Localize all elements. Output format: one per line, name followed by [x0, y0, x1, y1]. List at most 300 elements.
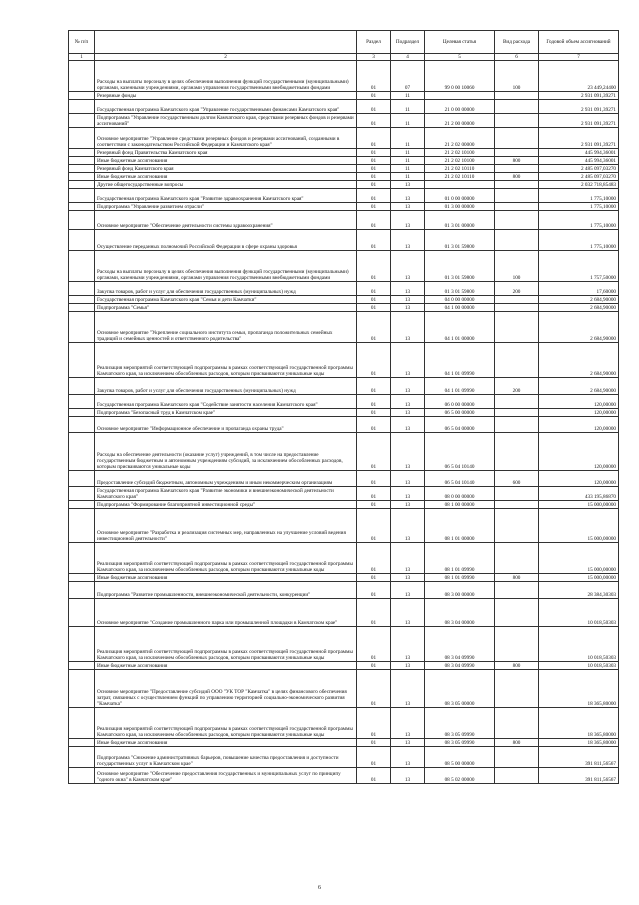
table-row — [69, 543, 619, 574]
cell-target: 04 1 01 00000 — [425, 312, 495, 343]
cell-section: 01 — [357, 61, 391, 92]
cell-num — [69, 739, 95, 747]
cell-subsection: 13 — [391, 395, 425, 409]
cell-expense — [495, 304, 539, 312]
cell-expense — [495, 296, 539, 304]
cell-num — [69, 582, 95, 599]
cell-name: Иные бюджетные ассигнования — [95, 662, 357, 670]
cell-target: 08 3 00 00000 — [425, 582, 495, 599]
cell-name: Основное мероприятие "Предоставление субсидий ООО "УК ТОР "Камчатка" в целях финансового обеспечения затрат, связанных с осуществлением функций по управлению территорией социально-экономического развития "Камчатка" — [95, 670, 357, 708]
cell-amount: 2 684,90000 — [539, 312, 619, 343]
table-row — [69, 304, 619, 312]
cell-amount: 1 775,10000 — [539, 189, 619, 203]
cell-amount: 1 775,10000 — [539, 211, 619, 230]
cell-name: Основное мероприятие "Информационное обеспечение и пропаганда охраны труда" — [95, 417, 357, 433]
cell-target: 01 3 01 00000 — [425, 211, 495, 230]
col-index: 2 — [95, 54, 357, 61]
cell-num — [69, 574, 95, 582]
cell-target: 01 3 01 59800 — [425, 251, 495, 282]
cell-name: Государственная программа Камчатского края "Содействие занятости населения Камчатского края" — [95, 395, 357, 409]
cell-name: Иные бюджетные ассигнования — [95, 739, 357, 747]
table-row — [69, 471, 619, 487]
table-row — [69, 417, 619, 433]
cell-section: 01 — [357, 304, 391, 312]
cell-amount: 2 931 091,39271 — [539, 128, 619, 149]
table-row — [69, 173, 619, 181]
cell-name: Подпрограмма "Снижение административных барьеров, повышение качества предоставления и доступности государственных услуг в Камчатском крае" — [95, 747, 357, 768]
cell-amount: 10 018,50303 — [539, 599, 619, 627]
cell-name: Государственная программа Камчатского края "Семья и дети Камчатки" — [95, 296, 357, 304]
cell-name: Расходы на выплаты персоналу в целях обеспечения выполнения функций государственными (муниципальными) органами, казенными учреждениями, органами управления государственными внебюджетными фондами — [95, 251, 357, 282]
cell-amount: 2 931 091,39271 — [539, 100, 619, 114]
table-row — [69, 282, 619, 296]
cell-expense — [495, 312, 539, 343]
cell-target: 21 2 02 10100 — [425, 149, 495, 157]
cell-target: 06 5 00 00000 — [425, 409, 495, 417]
cell-expense — [495, 114, 539, 128]
cell-num — [69, 165, 95, 173]
cell-target: 06 0 00 00000 — [425, 395, 495, 409]
cell-num — [69, 378, 95, 395]
table-row — [69, 501, 619, 509]
cell-amount: 1 775,10000 — [539, 230, 619, 251]
cell-expense — [495, 501, 539, 509]
cell-expense — [495, 230, 539, 251]
cell-expense — [495, 181, 539, 189]
cell-subsection: 13 — [391, 282, 425, 296]
table-row — [69, 747, 619, 768]
cell-target — [425, 92, 495, 100]
cell-section: 01 — [357, 100, 391, 114]
cell-subsection: 13 — [391, 670, 425, 708]
table-row — [69, 149, 619, 157]
cell-expense — [495, 211, 539, 230]
cell-name: Основное мероприятие "Создание промышленного парка или промышленной площадки в Камчатском крае" — [95, 599, 357, 627]
cell-num — [69, 149, 95, 157]
cell-target: 06 5 04 00000 — [425, 417, 495, 433]
cell-name: Резервный фонд Камчатского края — [95, 165, 357, 173]
cell-num — [69, 509, 95, 543]
cell-amount: 2 684,90000 — [539, 378, 619, 395]
budget-table-sheet — [68, 30, 618, 784]
cell-name: Подпрограмма "Управление государственным долгом Камчатского края, средствами резервных фондов и резервами ассигнований" — [95, 114, 357, 128]
col-index: 3 — [357, 54, 391, 61]
cell-num — [69, 768, 95, 784]
cell-num — [69, 599, 95, 627]
cell-subsection: 13 — [391, 471, 425, 487]
cell-num — [69, 114, 95, 128]
cell-section: 01 — [357, 543, 391, 574]
cell-amount: 120,00000 — [539, 471, 619, 487]
cell-expense: 100 — [495, 61, 539, 92]
header-expense: Вид расхода — [495, 31, 539, 54]
cell-num — [69, 747, 95, 768]
cell-name: Государственная программа Камчатского края "Развитие экономики и внешнеэкономической деятельности Камчатского края" — [95, 487, 357, 501]
cell-name: Резервные фонды — [95, 92, 357, 100]
table-row — [69, 157, 619, 165]
table-row — [69, 662, 619, 670]
page-number: 6 — [318, 885, 321, 891]
cell-name: Закупка товаров, работ и услуг для обеспечения государственных (муниципальных) нужд — [95, 282, 357, 296]
cell-target: 06 5 04 10140 — [425, 471, 495, 487]
table-body — [69, 61, 619, 784]
cell-expense: 800 — [495, 662, 539, 670]
cell-num — [69, 203, 95, 211]
cell-subsection: 13 — [391, 304, 425, 312]
cell-name: Осуществление переданных полномочий Российской Федерации в сфере охраны здоровья — [95, 230, 357, 251]
cell-subsection: 13 — [391, 433, 425, 471]
cell-expense — [495, 92, 539, 100]
cell-section: 01 — [357, 627, 391, 662]
table-row — [69, 203, 619, 211]
cell-section: 01 — [357, 487, 391, 501]
table-row — [69, 165, 619, 173]
cell-num — [69, 312, 95, 343]
col-index: 6 — [495, 54, 539, 61]
cell-amount: 28 384,30303 — [539, 582, 619, 599]
cell-num — [69, 173, 95, 181]
cell-subsection: 13 — [391, 409, 425, 417]
cell-num — [69, 417, 95, 433]
cell-amount: 15 000,00000 — [539, 509, 619, 543]
cell-expense — [495, 627, 539, 662]
cell-target: 06 5 04 10140 — [425, 433, 495, 471]
cell-section: 01 — [357, 433, 391, 471]
cell-subsection: 13 — [391, 417, 425, 433]
cell-target: 01 3 00 00000 — [425, 203, 495, 211]
cell-name: Государственная программа Камчатского края "Управление государственными финансами Камчатского края" — [95, 100, 357, 114]
cell-target: 21 2 00 00000 — [425, 114, 495, 128]
cell-target: 08 3 04 09990 — [425, 627, 495, 662]
cell-name: Предоставление субсидий бюджетным, автономным учреждениям и иным некоммерческим организациям — [95, 471, 357, 487]
cell-section: 01 — [357, 149, 391, 157]
cell-target: 01 3 01 59800 — [425, 230, 495, 251]
cell-name: Резервный фонд Правительства Камчатского края — [95, 149, 357, 157]
cell-num — [69, 211, 95, 230]
cell-section: 01 — [357, 471, 391, 487]
table-row — [69, 251, 619, 282]
cell-expense — [495, 582, 539, 599]
header-amount: Годовой объем ассигнований — [539, 31, 619, 54]
cell-amount: 18 365,80000 — [539, 739, 619, 747]
cell-target: 08 3 04 00000 — [425, 599, 495, 627]
cell-amount: 391 811,56567 — [539, 768, 619, 784]
cell-expense: 200 — [495, 378, 539, 395]
header-num: № п/п — [69, 31, 95, 54]
cell-section: 01 — [357, 165, 391, 173]
cell-subsection: 13 — [391, 189, 425, 203]
cell-amount: 18 365,80000 — [539, 708, 619, 739]
cell-amount: 2 684,90000 — [539, 343, 619, 378]
table-row — [69, 189, 619, 203]
cell-amount: 18 365,80000 — [539, 670, 619, 708]
cell-expense — [495, 409, 539, 417]
cell-section: 01 — [357, 747, 391, 768]
cell-name: Реализация мероприятий соответствующей подпрограммы в рамках соответствующей государственной программы Камчатского края, за исключением обособленных расходов, которым присваиваются уникальные коды — [95, 543, 357, 574]
cell-section: 01 — [357, 251, 391, 282]
cell-section: 01 — [357, 395, 391, 409]
cell-section: 01 — [357, 128, 391, 149]
cell-subsection: 11 — [391, 173, 425, 181]
budget-table — [68, 30, 619, 784]
cell-target: 21 2 02 10100 — [425, 157, 495, 165]
cell-section: 01 — [357, 501, 391, 509]
cell-subsection: 13 — [391, 509, 425, 543]
table-row — [69, 61, 619, 92]
table-row — [69, 181, 619, 189]
cell-amount: 2 931 091,39271 — [539, 92, 619, 100]
cell-amount: 15 000,00000 — [539, 543, 619, 574]
cell-expense — [495, 203, 539, 211]
cell-section: 01 — [357, 662, 391, 670]
cell-num — [69, 433, 95, 471]
cell-amount: 391 811,56567 — [539, 747, 619, 768]
cell-num — [69, 189, 95, 203]
cell-expense: 100 — [495, 251, 539, 282]
cell-target: 08 3 05 00000 — [425, 670, 495, 708]
cell-target: 08 3 05 09990 — [425, 739, 495, 747]
cell-name: Реализация мероприятий соответствующей подпрограммы в рамках соответствующей государственной программы Камчатского края, за исключением обособленных расходов, которым присваиваются уникальные коды — [95, 627, 357, 662]
cell-target: 08 3 04 09990 — [425, 662, 495, 670]
cell-target: 99 0 00 10060 — [425, 61, 495, 92]
table-row — [69, 768, 619, 784]
table-row — [69, 574, 619, 582]
cell-section: 01 — [357, 599, 391, 627]
cell-target: 21 0 00 00000 — [425, 100, 495, 114]
cell-section: 01 — [357, 157, 391, 165]
cell-expense: 800 — [495, 574, 539, 582]
cell-name: Основное мероприятие "Обеспечение деятельности системы здравоохранения" — [95, 211, 357, 230]
cell-num — [69, 343, 95, 378]
cell-num — [69, 662, 95, 670]
cell-name: Другие общегосударственные вопросы — [95, 181, 357, 189]
cell-subsection: 13 — [391, 312, 425, 343]
cell-amount: 15 000,00000 — [539, 501, 619, 509]
cell-section: 01 — [357, 181, 391, 189]
table-row — [69, 296, 619, 304]
cell-subsection: 13 — [391, 708, 425, 739]
cell-name: Реализация мероприятий соответствующей подпрограммы в рамках соответствующей государственной программы Камчатского края, за исключением обособленных расходов, которым присваиваются уникальные коды — [95, 343, 357, 378]
cell-section: 01 — [357, 189, 391, 203]
cell-expense: 800 — [495, 739, 539, 747]
cell-subsection: 11 — [391, 149, 425, 157]
cell-section: 01 — [357, 296, 391, 304]
cell-section: 01 — [357, 409, 391, 417]
cell-name: Иные бюджетные ассигнования — [95, 173, 357, 181]
cell-section: 01 — [357, 768, 391, 784]
cell-target: 08 1 00 00000 — [425, 501, 495, 509]
cell-subsection: 13 — [391, 747, 425, 768]
cell-name: Подпрограмма "Развитие промышленности, внешнеэкономической деятельности, конкуренции" — [95, 582, 357, 599]
cell-num — [69, 157, 95, 165]
table-row — [69, 114, 619, 128]
cell-section: 01 — [357, 509, 391, 543]
cell-name: Иные бюджетные ассигнования — [95, 574, 357, 582]
cell-subsection: 13 — [391, 768, 425, 784]
col-index: 4 — [391, 54, 425, 61]
cell-subsection: 13 — [391, 739, 425, 747]
cell-amount: 1 775,10000 — [539, 203, 619, 211]
cell-subsection: 11 — [391, 165, 425, 173]
cell-name: Реализация мероприятий соответствующей подпрограммы в рамках соответствующей государственной программы Камчатского края, за исключением обособленных расходов, которым присваиваются уникальные коды — [95, 708, 357, 739]
cell-target: 08 5 02 00000 — [425, 768, 495, 784]
cell-amount: 15 000,00000 — [539, 574, 619, 582]
cell-num — [69, 543, 95, 574]
cell-subsection: 11 — [391, 128, 425, 149]
cell-num — [69, 128, 95, 149]
cell-subsection: 13 — [391, 230, 425, 251]
table-row — [69, 378, 619, 395]
cell-subsection: 11 — [391, 114, 425, 128]
cell-name: Основное мероприятие "Обеспечение предоставления государственных и муниципальных услуг по принципу "одного окна" в Камчатском крае" — [95, 768, 357, 784]
table-row — [69, 582, 619, 599]
cell-num — [69, 395, 95, 409]
cell-expense — [495, 670, 539, 708]
cell-amount: 120,00000 — [539, 409, 619, 417]
cell-expense — [495, 487, 539, 501]
cell-name: Иные бюджетные ассигнования — [95, 157, 357, 165]
cell-section: 01 — [357, 670, 391, 708]
cell-amount: 2 485 097,03270 — [539, 173, 619, 181]
cell-subsection: 11 — [391, 100, 425, 114]
cell-name: Основное мероприятие "Укрепление социального института семьи, пропаганда положительных семейных традиций и семейных ценностей и ответственного родительства" — [95, 312, 357, 343]
cell-amount: 2 931 091,39271 — [539, 114, 619, 128]
cell-subsection: 13 — [391, 487, 425, 501]
cell-subsection: 07 — [391, 61, 425, 92]
cell-num — [69, 230, 95, 251]
cell-section: 01 — [357, 708, 391, 739]
cell-name: Закупка товаров, работ и услуг для обеспечения государственных (муниципальных) нужд — [95, 378, 357, 395]
cell-name: Основное мероприятие "Разработка и реализация системных мер, направленных на улучшение условий ведения инвестиционной деятельности" — [95, 509, 357, 543]
cell-num — [69, 471, 95, 487]
cell-expense — [495, 343, 539, 378]
table-row — [69, 487, 619, 501]
cell-amount: 2 485 097,03270 — [539, 165, 619, 173]
cell-section: 01 — [357, 203, 391, 211]
cell-num — [69, 487, 95, 501]
col-index: 5 — [425, 54, 495, 61]
cell-num — [69, 100, 95, 114]
cell-expense — [495, 708, 539, 739]
cell-subsection: 13 — [391, 599, 425, 627]
header-name — [95, 31, 357, 54]
cell-amount: 10 018,50303 — [539, 627, 619, 662]
cell-subsection: 13 — [391, 203, 425, 211]
table-row — [69, 627, 619, 662]
cell-expense — [495, 189, 539, 203]
cell-target: 04 0 00 00000 — [425, 296, 495, 304]
cell-section: 01 — [357, 282, 391, 296]
cell-section: 01 — [357, 739, 391, 747]
cell-section: 01 — [357, 92, 391, 100]
cell-expense — [495, 599, 539, 627]
table-header-row — [69, 31, 619, 54]
table-row — [69, 92, 619, 100]
cell-target: 01 0 00 00000 — [425, 189, 495, 203]
cell-amount: 23 449,24400 — [539, 61, 619, 92]
cell-name: Основное мероприятие "Управление средствами резервных фондов и резервами ассигнований, созданными в соответствии с законодательством Российской Федерации и Камчатского края" — [95, 128, 357, 149]
col-index: 1 — [69, 54, 95, 61]
cell-target — [425, 181, 495, 189]
cell-amount: 2 032 718,85483 — [539, 181, 619, 189]
cell-expense — [495, 543, 539, 574]
table-row — [69, 509, 619, 543]
cell-subsection: 11 — [391, 92, 425, 100]
cell-section: 01 — [357, 343, 391, 378]
cell-amount: 433 195,86870 — [539, 487, 619, 501]
cell-amount: 2 684,90000 — [539, 304, 619, 312]
cell-subsection: 13 — [391, 343, 425, 378]
cell-target: 21 2 02 00000 — [425, 128, 495, 149]
cell-num — [69, 61, 95, 92]
cell-target: 04 1 00 00000 — [425, 304, 495, 312]
cell-amount: 2 684,90000 — [539, 296, 619, 304]
cell-name: Расходы на обеспечение деятельности (оказание услуг) учреждений, в том числе на предоставление государственным бюджетным и автономным учреждениям субсидий, за исключением обособленных расходов, которым присваиваются уникальные коды — [95, 433, 357, 471]
cell-expense: 800 — [495, 157, 539, 165]
cell-section: 01 — [357, 582, 391, 599]
cell-subsection: 13 — [391, 582, 425, 599]
cell-target: 08 5 00 00000 — [425, 747, 495, 768]
header-section: Раздел — [357, 31, 391, 54]
table-row — [69, 395, 619, 409]
cell-subsection: 13 — [391, 574, 425, 582]
cell-amount: 445 994,36001 — [539, 149, 619, 157]
table-row — [69, 128, 619, 149]
cell-num — [69, 181, 95, 189]
table-row — [69, 211, 619, 230]
cell-subsection: 13 — [391, 296, 425, 304]
cell-section: 01 — [357, 173, 391, 181]
cell-num — [69, 501, 95, 509]
cell-expense: 800 — [495, 173, 539, 181]
cell-expense — [495, 417, 539, 433]
cell-target: 21 2 02 10110 — [425, 165, 495, 173]
cell-section: 01 — [357, 114, 391, 128]
cell-section: 01 — [357, 417, 391, 433]
cell-expense — [495, 747, 539, 768]
cell-subsection: 13 — [391, 627, 425, 662]
cell-expense — [495, 128, 539, 149]
table-row — [69, 230, 619, 251]
cell-subsection: 13 — [391, 211, 425, 230]
cell-amount: 120,00000 — [539, 395, 619, 409]
cell-target: 21 2 02 10110 — [425, 173, 495, 181]
table-row — [69, 100, 619, 114]
header-target: Целевая статья — [425, 31, 495, 54]
table-row — [69, 409, 619, 417]
cell-subsection: 13 — [391, 543, 425, 574]
header-subsection: Подраздел — [391, 31, 425, 54]
cell-amount: 120,00000 — [539, 417, 619, 433]
cell-section: 01 — [357, 230, 391, 251]
cell-expense — [495, 149, 539, 157]
cell-num — [69, 708, 95, 739]
cell-name: Подпрограмма "Управление развитием отрасли" — [95, 203, 357, 211]
cell-target: 08 3 05 09990 — [425, 708, 495, 739]
cell-expense — [495, 395, 539, 409]
cell-name: Расходы на выплаты персоналу в целях обеспечения выполнения функций государственными (муниципальными) органами, казенными учреждениями, органами управления государственными внебюджетными фондами — [95, 61, 357, 92]
cell-expense — [495, 509, 539, 543]
cell-section: 01 — [357, 378, 391, 395]
table-row — [69, 433, 619, 471]
cell-expense — [495, 165, 539, 173]
cell-target: 08 1 01 00000 — [425, 509, 495, 543]
cell-name: Подпрограмма "Безопасный труд в Камчатском крае" — [95, 409, 357, 417]
cell-subsection: 13 — [391, 662, 425, 670]
table-row — [69, 599, 619, 627]
table-row — [69, 708, 619, 739]
cell-num — [69, 296, 95, 304]
